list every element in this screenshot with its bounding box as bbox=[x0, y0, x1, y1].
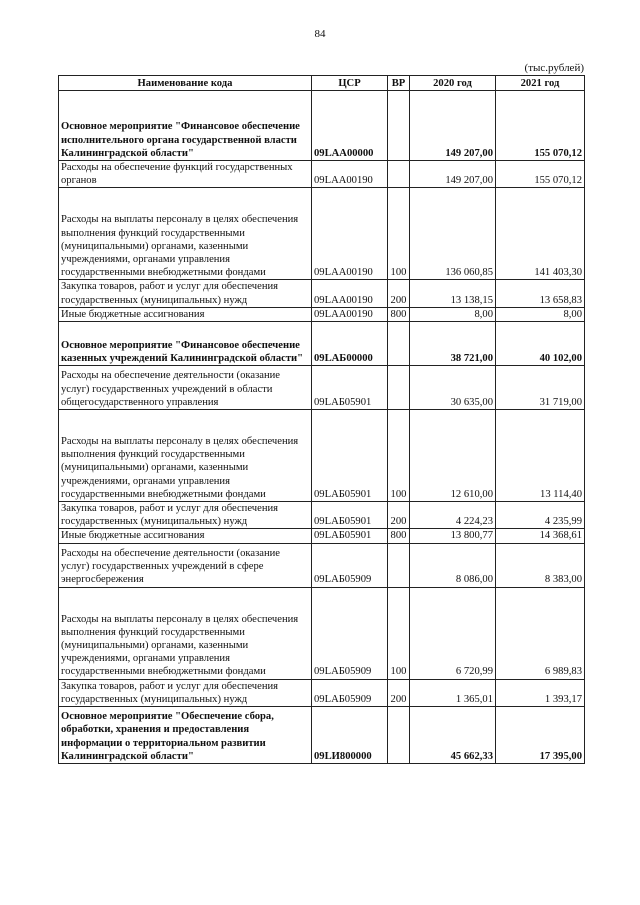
row-amount-2020: 4 224,23 bbox=[410, 502, 496, 529]
row-vr-code: 200 bbox=[388, 502, 410, 529]
page-number: 84 bbox=[314, 28, 326, 40]
row-name: Расходы на выплаты персоналу в целях обеспечения выполнения функций государственными (муниципальными) органами, казенными учреждениями, органами управления государственными внебюджетными фондами bbox=[59, 410, 312, 502]
row-amount-2020: 30 635,00 bbox=[410, 366, 496, 410]
row-vr-code: 100 bbox=[388, 587, 410, 679]
table-row bbox=[59, 366, 585, 410]
row-csr-code: 09LAБ05901 bbox=[312, 366, 388, 410]
row-amount-2021: 13 658,83 bbox=[496, 280, 585, 307]
row-amount-2021: 4 235,99 bbox=[496, 502, 585, 529]
table-row bbox=[59, 188, 585, 280]
row-name: Расходы на обеспечение функций государственных органов bbox=[59, 161, 312, 188]
row-amount-2020: 149 207,00 bbox=[410, 91, 496, 161]
row-csr-code: 09LИ800000 bbox=[312, 707, 388, 764]
header-2020: 2020 год bbox=[410, 76, 496, 91]
row-amount-2021: 141 403,30 bbox=[496, 188, 585, 280]
row-csr-code: 09LAБ05901 bbox=[312, 529, 388, 543]
row-vr-code: 200 bbox=[388, 679, 410, 706]
row-amount-2020: 13 138,15 bbox=[410, 280, 496, 307]
row-csr-code: 09LAA00190 bbox=[312, 161, 388, 188]
row-csr-code: 09LAБ00000 bbox=[312, 322, 388, 366]
row-amount-2021: 8 383,00 bbox=[496, 543, 585, 587]
row-name: Основное мероприятие "Обеспечение сбора, обработки, хранения и предоставления информации о территориальном развитии Калининградской области" bbox=[59, 707, 312, 764]
row-amount-2020: 12 610,00 bbox=[410, 410, 496, 502]
row-amount-2021: 13 114,40 bbox=[496, 410, 585, 502]
table-row bbox=[59, 679, 585, 706]
row-name: Закупка товаров, работ и услуг для обеспечения государственных (муниципальных) нужд bbox=[59, 679, 312, 706]
row-vr-code bbox=[388, 91, 410, 161]
row-amount-2021: 155 070,12 bbox=[496, 161, 585, 188]
row-csr-code: 09LAБ05909 bbox=[312, 679, 388, 706]
row-name: Основное мероприятие "Финансовое обеспечение исполнительного органа государственной власти Калининградской области" bbox=[59, 91, 312, 161]
table-row bbox=[59, 280, 585, 307]
table-row bbox=[59, 161, 585, 188]
table-body bbox=[59, 91, 585, 764]
row-vr-code bbox=[388, 161, 410, 188]
row-name: Расходы на обеспечение деятельности (оказание услуг) государственных учреждений в области общегосударственного управления bbox=[59, 366, 312, 410]
row-csr-code: 09LAБ05909 bbox=[312, 587, 388, 679]
row-name: Расходы на выплаты персоналу в целях обеспечения выполнения функций государственными (муниципальными) органами, казенными учреждениями, органами управления государственными внебюджетными фондами bbox=[59, 587, 312, 679]
table-row bbox=[59, 529, 585, 543]
row-amount-2021: 17 395,00 bbox=[496, 707, 585, 764]
row-amount-2020: 8,00 bbox=[410, 307, 496, 321]
row-name: Иные бюджетные ассигнования bbox=[59, 307, 312, 321]
header-name: Наименование кода bbox=[59, 76, 312, 91]
row-csr-code: 09LAA00190 bbox=[312, 188, 388, 280]
row-amount-2021: 14 368,61 bbox=[496, 529, 585, 543]
table-row bbox=[59, 502, 585, 529]
row-name: Расходы на обеспечение деятельности (оказание услуг) государственных учреждений в сфере энергосбережения bbox=[59, 543, 312, 587]
header-2021: 2021 год bbox=[496, 76, 585, 91]
row-vr-code bbox=[388, 366, 410, 410]
row-vr-code bbox=[388, 543, 410, 587]
row-csr-code: 09LAБ05901 bbox=[312, 502, 388, 529]
table-row bbox=[59, 587, 585, 679]
row-amount-2021: 155 070,12 bbox=[496, 91, 585, 161]
table-row bbox=[59, 707, 585, 764]
row-amount-2020: 38 721,00 bbox=[410, 322, 496, 366]
row-amount-2020: 8 086,00 bbox=[410, 543, 496, 587]
row-amount-2021: 8,00 bbox=[496, 307, 585, 321]
row-vr-code: 800 bbox=[388, 307, 410, 321]
row-vr-code: 100 bbox=[388, 410, 410, 502]
row-vr-code: 800 bbox=[388, 529, 410, 543]
row-vr-code bbox=[388, 707, 410, 764]
row-amount-2021: 40 102,00 bbox=[496, 322, 585, 366]
row-amount-2021: 31 719,00 bbox=[496, 366, 585, 410]
row-amount-2021: 1 393,17 bbox=[496, 679, 585, 706]
row-csr-code: 09LAБ05909 bbox=[312, 543, 388, 587]
row-amount-2020: 149 207,00 bbox=[410, 161, 496, 188]
row-vr-code bbox=[388, 322, 410, 366]
row-name: Расходы на выплаты персоналу в целях обеспечения выполнения функций государственными (муниципальными) органами, казенными учреждениями, органами управления государственными внебюджетными фондами bbox=[59, 188, 312, 280]
row-name: Основное мероприятие "Финансовое обеспечение казенных учреждений Калининградской области" bbox=[59, 322, 312, 366]
row-amount-2020: 1 365,01 bbox=[410, 679, 496, 706]
header-csr: ЦСР bbox=[312, 76, 388, 91]
row-csr-code: 09LAA00190 bbox=[312, 280, 388, 307]
table-row bbox=[59, 410, 585, 502]
row-amount-2020: 136 060,85 bbox=[410, 188, 496, 280]
row-name: Закупка товаров, работ и услуг для обеспечения государственных (муниципальных) нужд bbox=[59, 502, 312, 529]
row-csr-code: 09LAA00000 bbox=[312, 91, 388, 161]
header-vr: ВР bbox=[388, 76, 410, 91]
row-amount-2020: 45 662,33 bbox=[410, 707, 496, 764]
budget-table bbox=[58, 75, 585, 764]
row-amount-2020: 13 800,77 bbox=[410, 529, 496, 543]
table-row bbox=[59, 543, 585, 587]
row-csr-code: 09LAБ05901 bbox=[312, 410, 388, 502]
units-label: (тыс.рублей) bbox=[524, 62, 584, 74]
table-row bbox=[59, 91, 585, 161]
row-amount-2020: 6 720,99 bbox=[410, 587, 496, 679]
table-row bbox=[59, 307, 585, 321]
row-name: Иные бюджетные ассигнования bbox=[59, 529, 312, 543]
row-amount-2021: 6 989,83 bbox=[496, 587, 585, 679]
table-header-row bbox=[59, 76, 585, 91]
row-vr-code: 100 bbox=[388, 188, 410, 280]
row-name: Закупка товаров, работ и услуг для обеспечения государственных (муниципальных) нужд bbox=[59, 280, 312, 307]
table-row bbox=[59, 322, 585, 366]
row-csr-code: 09LAA00190 bbox=[312, 307, 388, 321]
row-vr-code: 200 bbox=[388, 280, 410, 307]
